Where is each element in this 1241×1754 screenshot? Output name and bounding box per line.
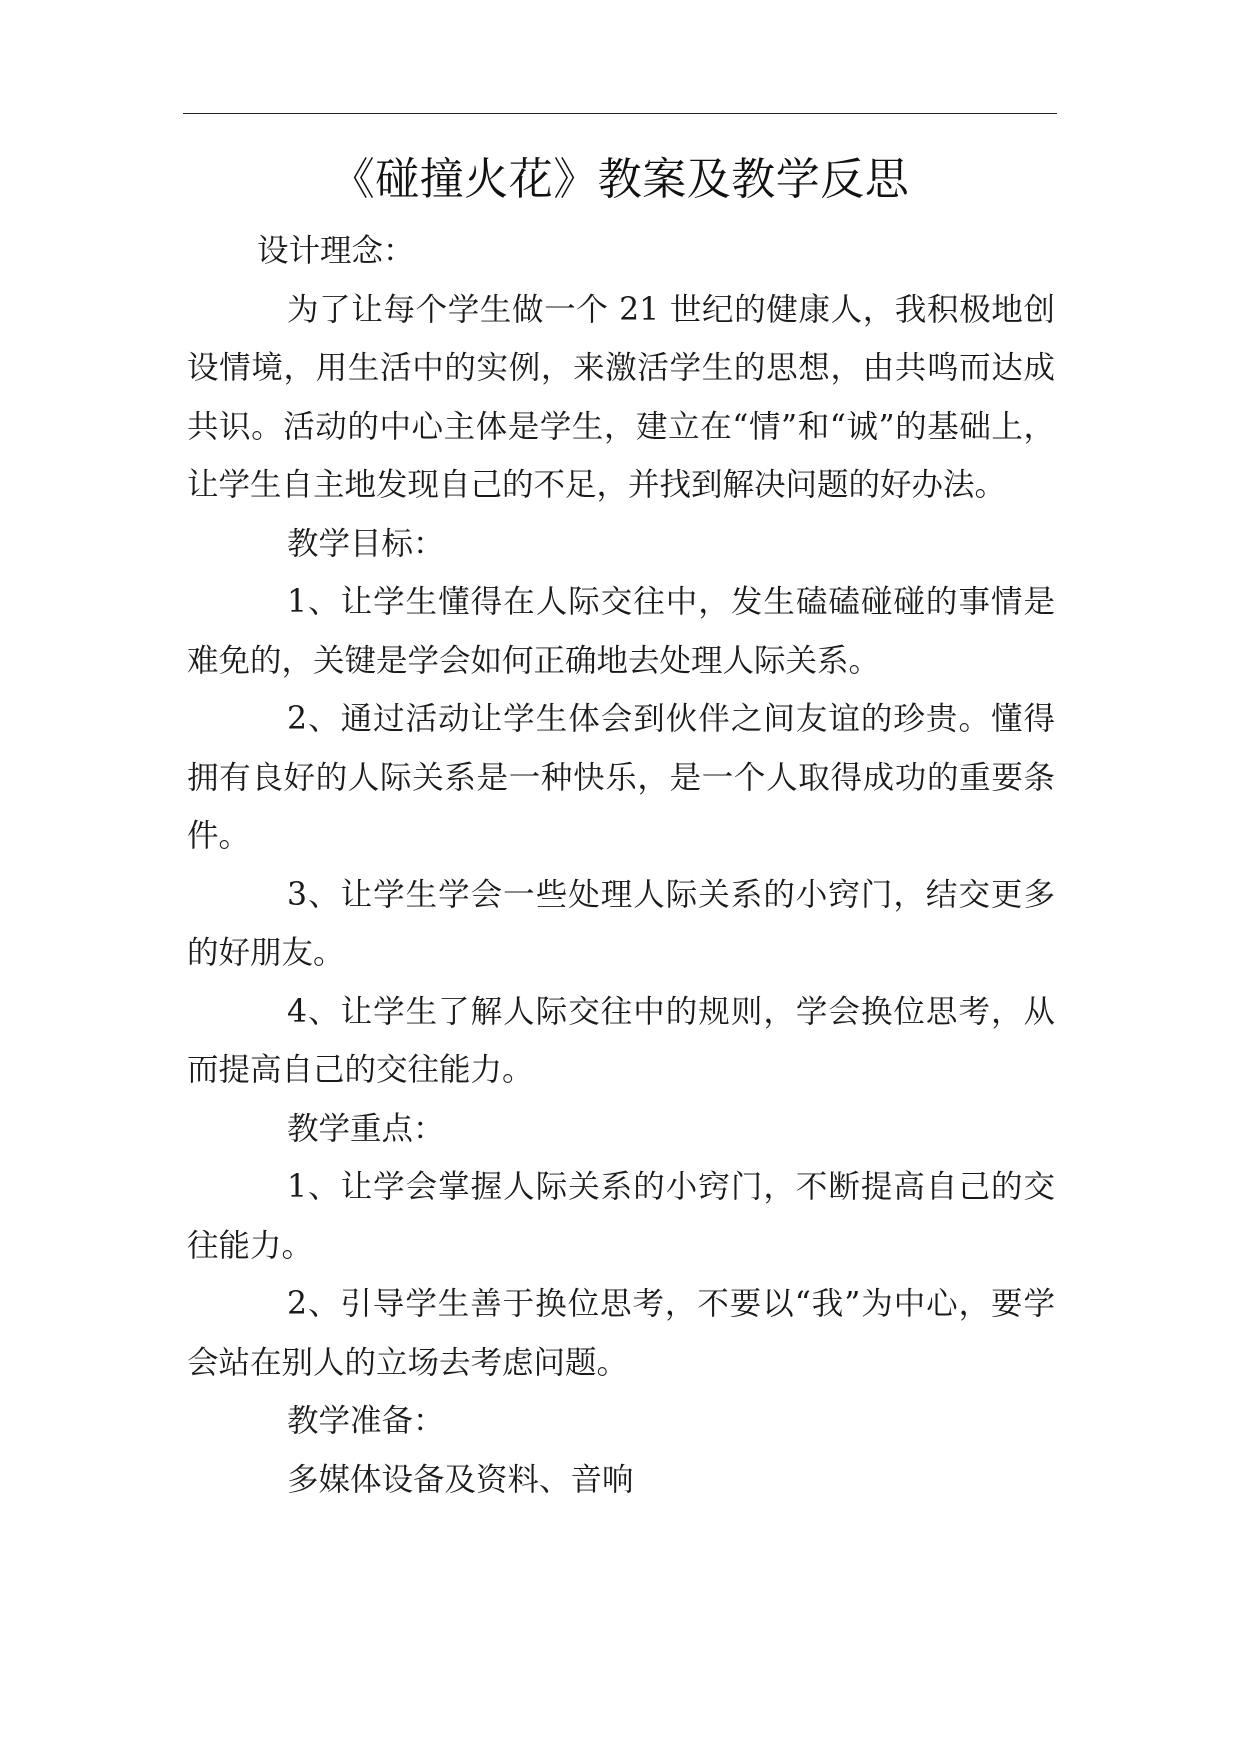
document-title: 《碰撞火花》教案及教学反思 [330,154,910,205]
goal-item-1: 1、让学生懂得在人际交往中，发生磕磕碰碰的事情是难免的，关键是学会如何正确地去处理人际关系。 [187,584,1055,679]
goal-item-4: 4、让学生了解人际交往中的规则，学会换位思考，从而提高自己的交往能力。 [187,993,1055,1088]
document-body [187,222,1055,1509]
heading-teaching-preparation: 教学准备： [287,1403,445,1439]
focus-item-1: 1、让学会掌握人际关系的小窍门，不断提高自己的交往能力。 [187,1169,1055,1264]
paragraph-design-concept: 为了让每个学生做一个 21 世纪的健康人，我积极地创设情境，用生活中的实例，来激活学生的思想，由共鸣而达成共识。活动的中心主体是学生，建立在“情”和“诚”的基础上，让学生自主地发现自己的不足，并找到解决问题的好办法。 [187,291,1055,503]
heading-design-concept: 设计理念： [257,233,415,269]
goal-item-3: 3、让学生学会一些处理人际关系的小窍门，结交更多的好朋友。 [187,876,1055,971]
heading-teaching-focus: 教学重点： [287,1110,445,1147]
goal-item-2: 2、通过活动让学生体会到伙伴之间友谊的珍贵。懂得拥有良好的人际关系是一种快乐，是一个人取得成功的重要条件。 [187,701,1055,854]
heading-teaching-goals: 教学目标： [287,525,445,562]
header-rule [183,113,1057,114]
focus-item-2: 2、引导学生善于换位思考，不要以“我”为中心，要学会站在别人的立场去考虑问题。 [187,1286,1055,1381]
preparation-item: 多媒体设备及资料、音响 [287,1461,634,1498]
